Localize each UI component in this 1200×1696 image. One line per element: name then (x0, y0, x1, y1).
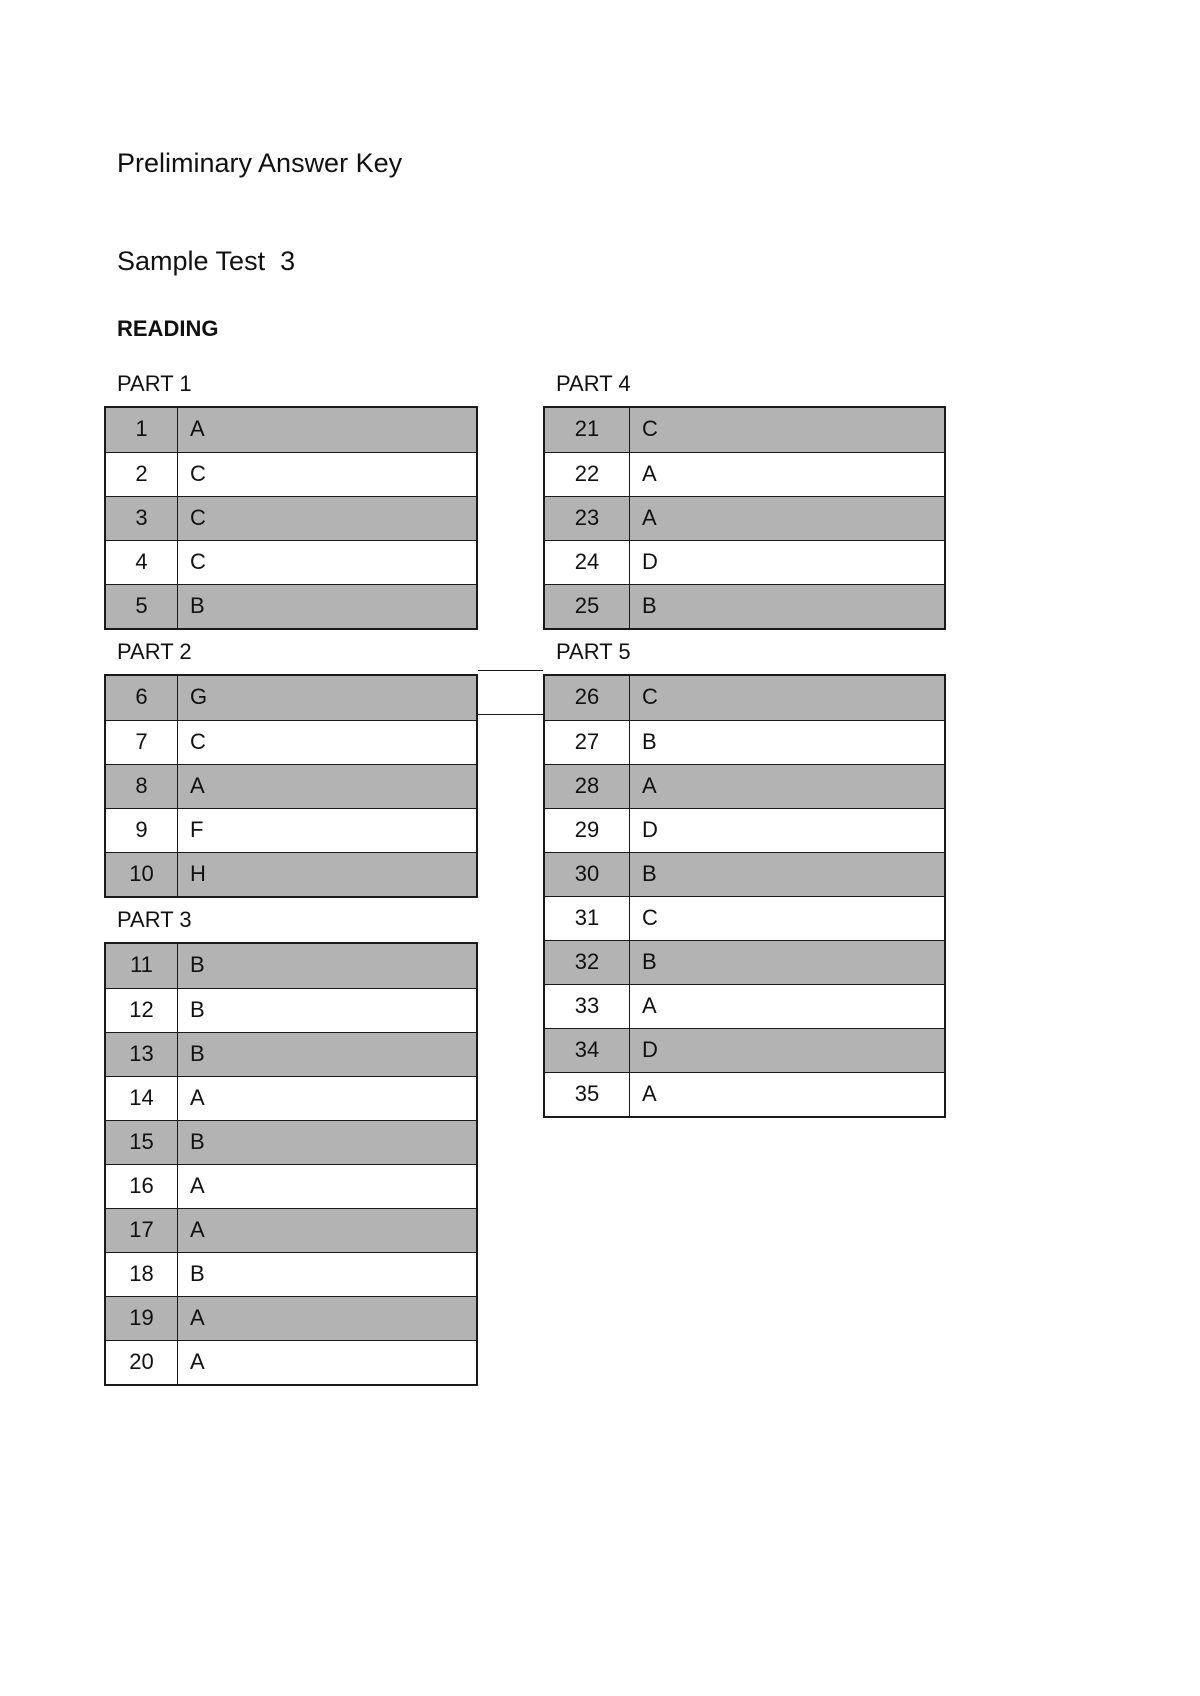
answer-letter: A (642, 993, 657, 1018)
question-number: 3 (106, 497, 178, 540)
answer-letter: A (190, 1085, 205, 1110)
question-number: 13 (106, 1033, 178, 1076)
answer-table (543, 406, 946, 630)
answer-table (104, 942, 478, 1386)
answer-letter: B (190, 1261, 205, 1286)
question-number: 20 (106, 1341, 178, 1384)
answer-row (106, 1076, 476, 1120)
question-number: 22 (545, 453, 630, 496)
question-number: 31 (545, 897, 630, 940)
answer-row (106, 720, 476, 764)
question-number: 34 (545, 1029, 630, 1072)
answer-letter: D (642, 549, 658, 574)
answer-row (106, 1340, 476, 1384)
answer-row (545, 1028, 944, 1072)
answer-letter: D (642, 1037, 658, 1062)
answer-letter: A (642, 773, 657, 798)
answer-letter: A (190, 773, 205, 798)
question-number: 4 (106, 541, 178, 584)
answer-row (106, 944, 476, 988)
document-subtitle: Sample Test 3 (117, 246, 296, 276)
answer-row (545, 984, 944, 1028)
answer-letter: B (190, 593, 205, 618)
question-number: 27 (545, 721, 630, 764)
question-number: 32 (545, 941, 630, 984)
answer-letter: H (190, 861, 206, 886)
answer-letter: C (190, 729, 206, 754)
answer-row (545, 896, 944, 940)
question-number: 23 (545, 497, 630, 540)
question-number: 16 (106, 1165, 178, 1208)
answer-row (106, 852, 476, 896)
answer-letter: A (642, 461, 657, 486)
question-number: 8 (106, 765, 178, 808)
answer-letter: A (190, 1305, 205, 1330)
part-label: PART 5 (556, 639, 631, 664)
answer-letter: A (190, 416, 205, 441)
table-connector-line (478, 714, 543, 715)
question-number: 10 (106, 853, 178, 896)
answer-letter: C (642, 684, 658, 709)
left-answer-column (104, 362, 478, 1386)
answer-row (106, 540, 476, 584)
answer-row (106, 496, 476, 540)
question-number: 5 (106, 585, 178, 628)
answer-row (106, 408, 476, 452)
answer-letter: C (642, 416, 658, 441)
answer-row (106, 584, 476, 628)
answer-row (545, 852, 944, 896)
answer-row (106, 1164, 476, 1208)
answer-row (106, 764, 476, 808)
answer-row (106, 1120, 476, 1164)
answer-row (545, 1072, 944, 1116)
question-number: 35 (545, 1073, 630, 1116)
answer-row (106, 452, 476, 496)
question-number: 29 (545, 809, 630, 852)
question-number: 33 (545, 985, 630, 1028)
answer-letter: C (190, 505, 206, 530)
question-number: 12 (106, 989, 178, 1032)
answer-letter: A (642, 505, 657, 530)
question-number: 7 (106, 721, 178, 764)
answer-row (545, 584, 944, 628)
answer-row (106, 1032, 476, 1076)
answer-letter: B (190, 1041, 205, 1066)
question-number: 19 (106, 1297, 178, 1340)
answer-row (106, 1252, 476, 1296)
question-number: 28 (545, 765, 630, 808)
question-number: 9 (106, 809, 178, 852)
question-number: 18 (106, 1253, 178, 1296)
answer-letter: B (642, 949, 657, 974)
answer-row (106, 808, 476, 852)
answer-letter: C (190, 461, 206, 486)
question-number: 15 (106, 1121, 178, 1164)
answer-letter: B (642, 861, 657, 886)
question-number: 17 (106, 1209, 178, 1252)
answer-letter: A (190, 1349, 205, 1374)
answer-letter: C (190, 549, 206, 574)
answer-letter: C (642, 905, 658, 930)
answer-row (545, 720, 944, 764)
answer-row (545, 808, 944, 852)
answer-table (104, 406, 478, 630)
question-number: 6 (106, 676, 178, 720)
question-number: 11 (106, 944, 178, 988)
question-number: 21 (545, 408, 630, 452)
answer-letter: G (190, 684, 208, 709)
answer-row (545, 452, 944, 496)
answer-row (545, 496, 944, 540)
question-number: 1 (106, 408, 178, 452)
part-label: PART 2 (117, 639, 192, 664)
answer-letter: B (642, 729, 657, 754)
answer-row (545, 764, 944, 808)
answer-letter: B (190, 1129, 205, 1154)
answer-row (545, 940, 944, 984)
question-number: 30 (545, 853, 630, 896)
part-label: PART 3 (117, 907, 192, 932)
answer-letter: A (190, 1173, 205, 1198)
answer-row (106, 988, 476, 1032)
answer-row (545, 676, 944, 720)
answer-letter: B (190, 952, 205, 977)
question-number: 2 (106, 453, 178, 496)
answer-letter: A (190, 1217, 205, 1242)
answer-letter: A (642, 1081, 657, 1106)
answer-table (543, 674, 946, 1118)
answer-row (545, 408, 944, 452)
table-connector-line (478, 670, 543, 671)
answer-row (106, 1208, 476, 1252)
part-label: PART 4 (556, 371, 631, 396)
answer-letter: F (190, 817, 204, 842)
answer-row (106, 1296, 476, 1340)
answer-letter: B (642, 593, 657, 618)
question-number: 26 (545, 676, 630, 720)
answer-letter: B (190, 997, 205, 1022)
answer-row (545, 540, 944, 584)
answer-letter: D (642, 817, 658, 842)
question-number: 14 (106, 1077, 178, 1120)
section-heading: READING (117, 316, 219, 341)
question-number: 25 (545, 585, 630, 628)
document-title: Preliminary Answer Key (117, 148, 403, 178)
part-label: PART 1 (117, 371, 192, 396)
answer-row (106, 676, 476, 720)
right-answer-column (543, 362, 946, 1118)
question-number: 24 (545, 541, 630, 584)
answer-table (104, 674, 478, 898)
